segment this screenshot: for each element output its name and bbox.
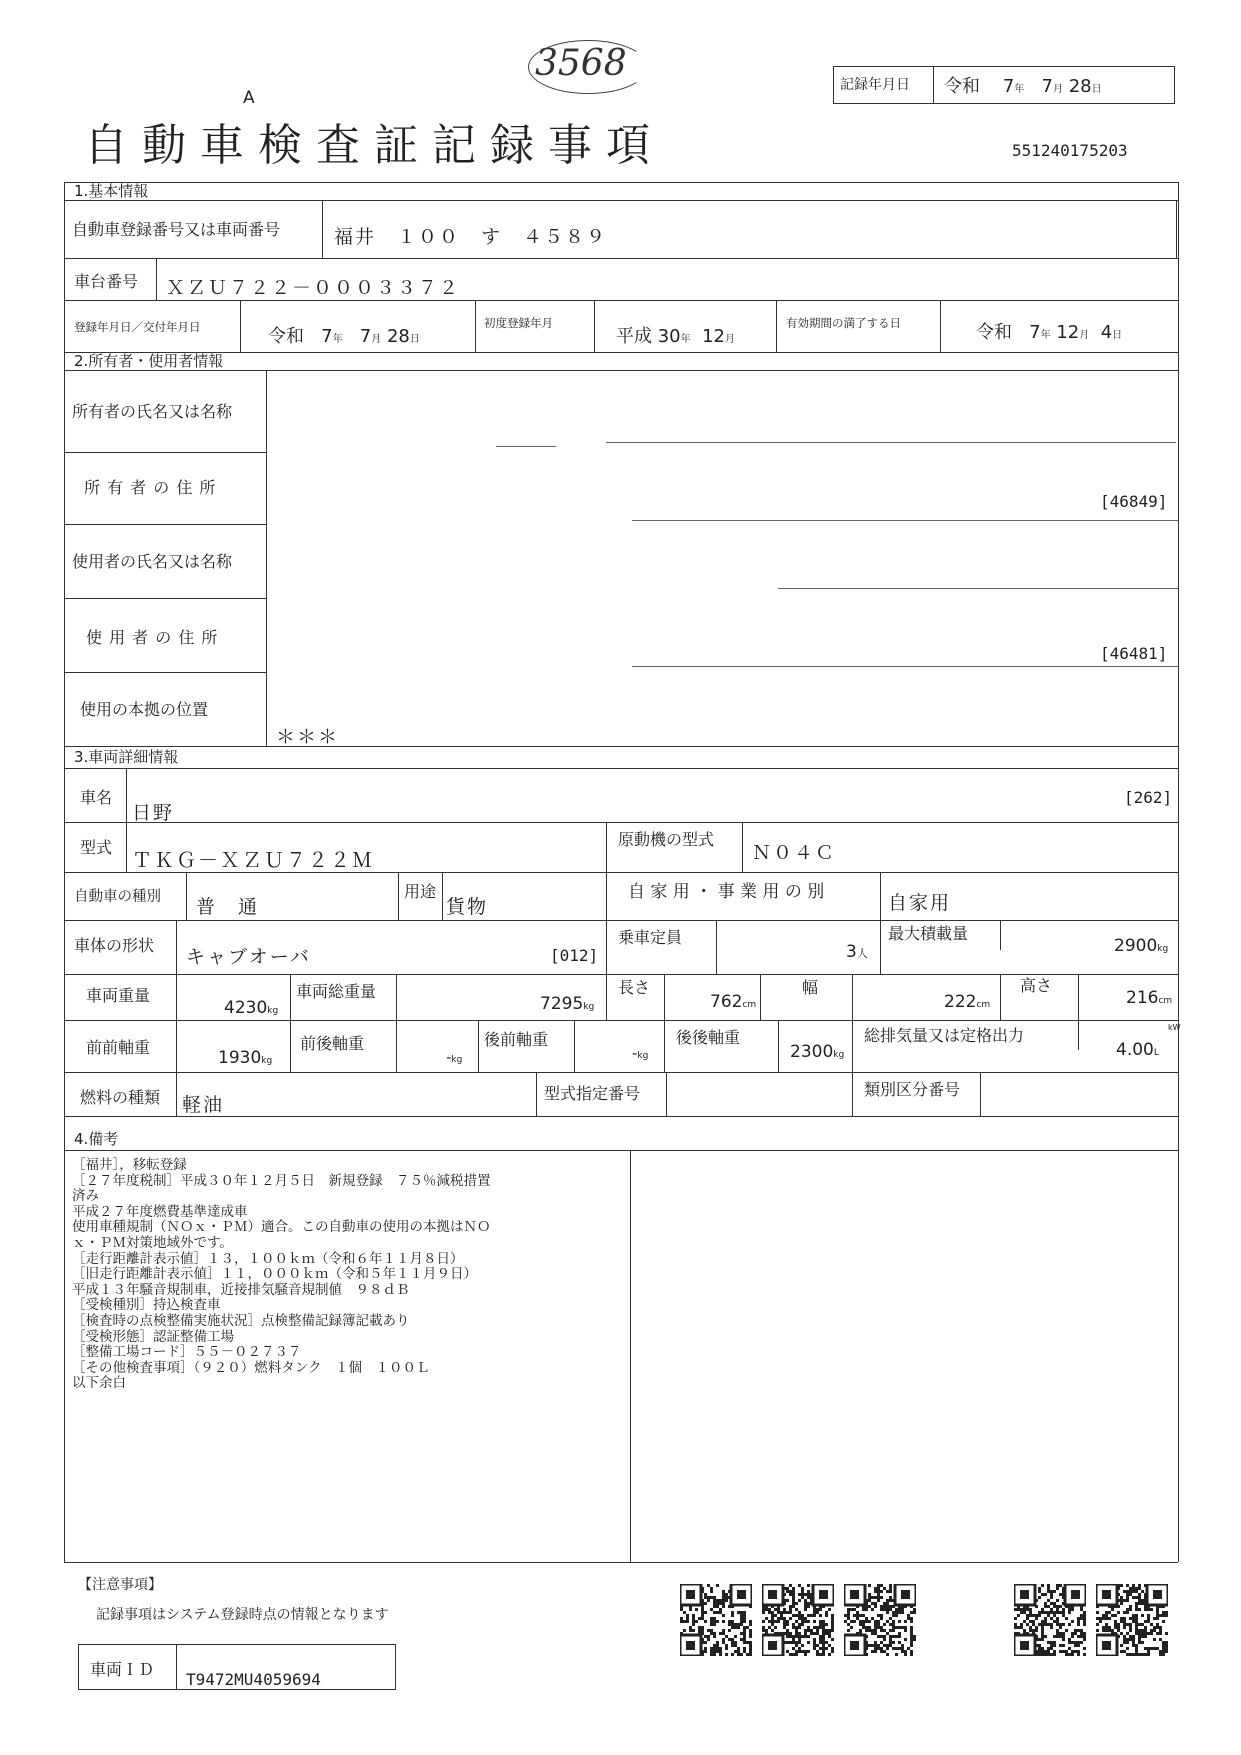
height-label: 高さ [1020, 976, 1053, 995]
section1-heading: 1.基本情報 [74, 182, 149, 200]
handwritten-note: 3568 [535, 43, 627, 84]
rear-front-axle-label: 後前軸重 [484, 1030, 549, 1049]
front-rear-axle-value: -kg [446, 1048, 463, 1066]
front-front-axle-label: 前前軸重 [86, 1038, 151, 1057]
handwritten-circle-mark [528, 40, 648, 94]
use-label: 用途 [404, 882, 437, 901]
body-shape-label: 車体の形状 [74, 936, 155, 955]
reg-number-value: 福井 １００ す ４５８９ [334, 226, 608, 248]
vehicle-name-label: 車名 [80, 788, 113, 807]
notice-heading: 【注意事項】 [78, 1577, 162, 1593]
max-load-value: 2900kg [1114, 936, 1169, 956]
user-address-label: 使 用 者 の 住 所 [86, 628, 219, 647]
engine-model-value: Ｎ０４Ｃ [752, 842, 837, 864]
vehicle-id-value: T9472MU4059694 [186, 1670, 321, 1689]
fuel-type-value: 軽油 [182, 1094, 225, 1116]
vehicle-name-value: 日野 [132, 802, 175, 824]
max-load-label: 最大積載量 [888, 924, 969, 943]
chassis-value: ＸＺＵ７２２－０００３３７２ [166, 277, 461, 299]
front-rear-axle-label: 前後軸重 [300, 1034, 365, 1053]
length-value: 762cm [710, 992, 757, 1012]
gross-weight-value: 7295kg [540, 994, 595, 1014]
type-approval-label: 型式指定番号 [544, 1084, 641, 1103]
model-value: ＴＫＧ－ＸＺＵ７２２Ｍ [132, 848, 374, 872]
record-date-label: 記録年月日 [840, 77, 910, 93]
chassis-label: 車台番号 [74, 272, 139, 291]
expiry-value: 令和 7年 12月 4日 [976, 322, 1123, 343]
height-value: 216cm [1126, 988, 1173, 1008]
record-date-value: 令和 7年 7月 28日 [944, 76, 1102, 97]
use-value: 貨物 [446, 896, 489, 918]
notice-text: 記録事項はシステム登録時点の情報となります [96, 1607, 389, 1623]
base-location-label: 使用の本拠の位置 [80, 700, 209, 719]
rear-rear-axle-label: 後後軸重 [676, 1028, 741, 1047]
displacement-value: 4.00L [1116, 1040, 1159, 1060]
engine-model-label: 原動機の型式 [618, 830, 715, 849]
page-title: 自動車検査証記録事項 [84, 120, 664, 171]
rear-rear-axle-value: 2300kg [790, 1042, 845, 1062]
rear-front-axle-value: -kg [632, 1044, 649, 1062]
reg-number-label: 自動車登録番号又は車両番号 [72, 220, 281, 239]
owner-address-code: [46849] [1100, 492, 1168, 511]
document-number: 551240175203 [1012, 141, 1128, 160]
displacement-label: 総排気量又は定格出力 [864, 1026, 1025, 1045]
base-location-value: ＊＊＊ [276, 726, 340, 748]
remarks-text: ［福井］，移転登録 ［２７年度税制］平成３０年１２月５日 新規登録 ７５％減税措置 済み 平成２７年度燃費基準達成車 使用車種規制（ＮＯｘ・ＰＭ）適合。この自動車の使用の本拠はＮＯ ｘ・ＰＭ対策地域外です。 ［走行距離計表示値］１３，１００ｋｍ（令和６年１１月８日） ［旧走行距離計表示値］１１，０００ｋｍ（令和５年１１月９日） 平成１３年騒音規制車，近接排気騒音規制値 ９８ｄＢ ［受検種別］持込検査車 ［検査時の点検整備実施状況］点検整備記録簿記載あり ［受検形態］認証整備工場 ［整備工場コード］５５－０２７３７ ［その他検査事項］（９２０）燃料タンク １個 １００Ｌ 以下余白 [72, 1157, 491, 1392]
private-business-label: 自 家 用 ・ 事 業 用 の 別 [628, 882, 825, 902]
section2-heading: 2.所有者・使用者情報 [74, 352, 224, 370]
user-name-label: 使用者の氏名又は名称 [72, 552, 233, 571]
capacity-label: 乗車定員 [618, 928, 683, 947]
private-business-value: 自家用 [888, 892, 952, 914]
fuel-type-label: 燃料の種類 [80, 1088, 161, 1107]
width-label: 幅 [802, 978, 819, 997]
qr-code-3 [844, 1584, 916, 1656]
qr-code-2 [762, 1584, 834, 1656]
reg-date-label: 登録年月日／交付年月日 [74, 320, 201, 334]
user-address-code: [46481] [1100, 644, 1168, 663]
section4-heading: 4.備考 [74, 1130, 119, 1148]
body-shape-value: キャブオーバ [186, 946, 311, 968]
section3-heading: 3.車両詳細情報 [74, 748, 179, 766]
qr-code-5 [1096, 1584, 1168, 1656]
owner-name-label: 所有者の氏名又は名称 [72, 402, 233, 421]
vehicle-weight-label: 車両重量 [86, 986, 151, 1005]
gross-weight-label: 車両総重量 [296, 982, 377, 1001]
qr-code-4 [1014, 1584, 1086, 1656]
length-label: 長さ [618, 978, 651, 997]
owner-address-label: 所 有 者 の 住 所 [84, 478, 217, 497]
vehicle-type-label: 自動車の種別 [74, 889, 161, 905]
class-number-label: 類別区分番号 [864, 1080, 961, 1099]
expiry-label: 有効期間の満了する日 [786, 316, 901, 330]
first-reg-value: 平成 30年 12月 [616, 326, 735, 347]
vehicle-type-value: 普 通 [196, 896, 260, 918]
qr-code-1 [680, 1584, 752, 1656]
vehicle-weight-value: 4230kg [224, 998, 279, 1018]
first-reg-label: 初度登録年月 [484, 316, 553, 330]
vehicle-name-code: [262] [1124, 788, 1173, 807]
reg-date-value: 令和 7年 7月 28日 [268, 326, 420, 347]
capacity-value: 3人 [846, 942, 868, 962]
width-value: 222cm [944, 992, 991, 1012]
body-shape-code: [012] [550, 946, 599, 965]
displacement-unit-kw: kW [1168, 1023, 1181, 1032]
vehicle-id-label: 車両ＩＤ [90, 1660, 155, 1679]
model-label: 型式 [80, 838, 113, 857]
header-mark: A [243, 88, 255, 108]
front-front-axle-value: 1930kg [218, 1048, 273, 1068]
